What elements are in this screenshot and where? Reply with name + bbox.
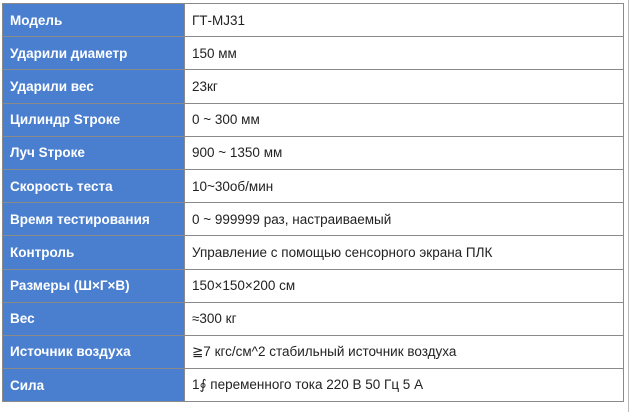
- table-row: [3, 4, 624, 37]
- spec-value-power: 1∮ переменного тока 220 В 50 Гц 5 А: [185, 369, 624, 402]
- spec-value-hammer-diameter: 150 мм: [185, 37, 624, 70]
- spec-label-test-speed: Скорость теста: [3, 169, 185, 202]
- table-row: [3, 369, 624, 402]
- spec-value-air-source: ≧7 кгс/см^2 стабильный источник воздуха: [185, 335, 624, 368]
- spec-value-dimensions: 150×150×200 см: [185, 269, 624, 302]
- spec-value-model: ГТ-MJ31: [185, 4, 624, 37]
- spec-label-control: Контроль: [3, 236, 185, 269]
- spec-label-cylinder-stroke: Цилиндр Sтроке: [3, 103, 185, 136]
- table-row: [3, 236, 624, 269]
- table-row: [3, 37, 624, 70]
- spec-label-air-source: Источник воздуха: [3, 335, 185, 368]
- spec-value-hammer-weight: 23кг: [185, 70, 624, 103]
- spec-value-weight: ≈300 кг: [185, 302, 624, 335]
- table-row: [3, 169, 624, 202]
- specification-table: [2, 3, 624, 402]
- table-row: [3, 302, 624, 335]
- spec-label-weight: Вес: [3, 302, 185, 335]
- spec-label-hammer-diameter: Ударили диаметр: [3, 37, 185, 70]
- spec-value-control: Управление с помощью сенсорного экрана ПЛК: [185, 236, 624, 269]
- table-row: [3, 103, 624, 136]
- spec-label-test-time: Время тестирования: [3, 203, 185, 236]
- spec-label-power: Сила: [3, 369, 185, 402]
- spec-value-test-time: 0 ~ 999999 раз, настраиваемый: [185, 203, 624, 236]
- spec-label-dimensions: Размеры (Ш×Г×В): [3, 269, 185, 302]
- spec-value-test-speed: 10~30об/мин: [185, 169, 624, 202]
- spec-value-beam-stroke: 900 ~ 1350 мм: [185, 136, 624, 169]
- spec-label-hammer-weight: Ударили вес: [3, 70, 185, 103]
- right-border-line: [628, 0, 629, 412]
- table-row: [3, 269, 624, 302]
- table-row: [3, 203, 624, 236]
- spec-label-model: Модель: [3, 4, 185, 37]
- table-row: [3, 335, 624, 368]
- table-row: [3, 136, 624, 169]
- spec-value-cylinder-stroke: 0 ~ 300 мм: [185, 103, 624, 136]
- spec-label-beam-stroke: Луч Sтроке: [3, 136, 185, 169]
- table-row: [3, 70, 624, 103]
